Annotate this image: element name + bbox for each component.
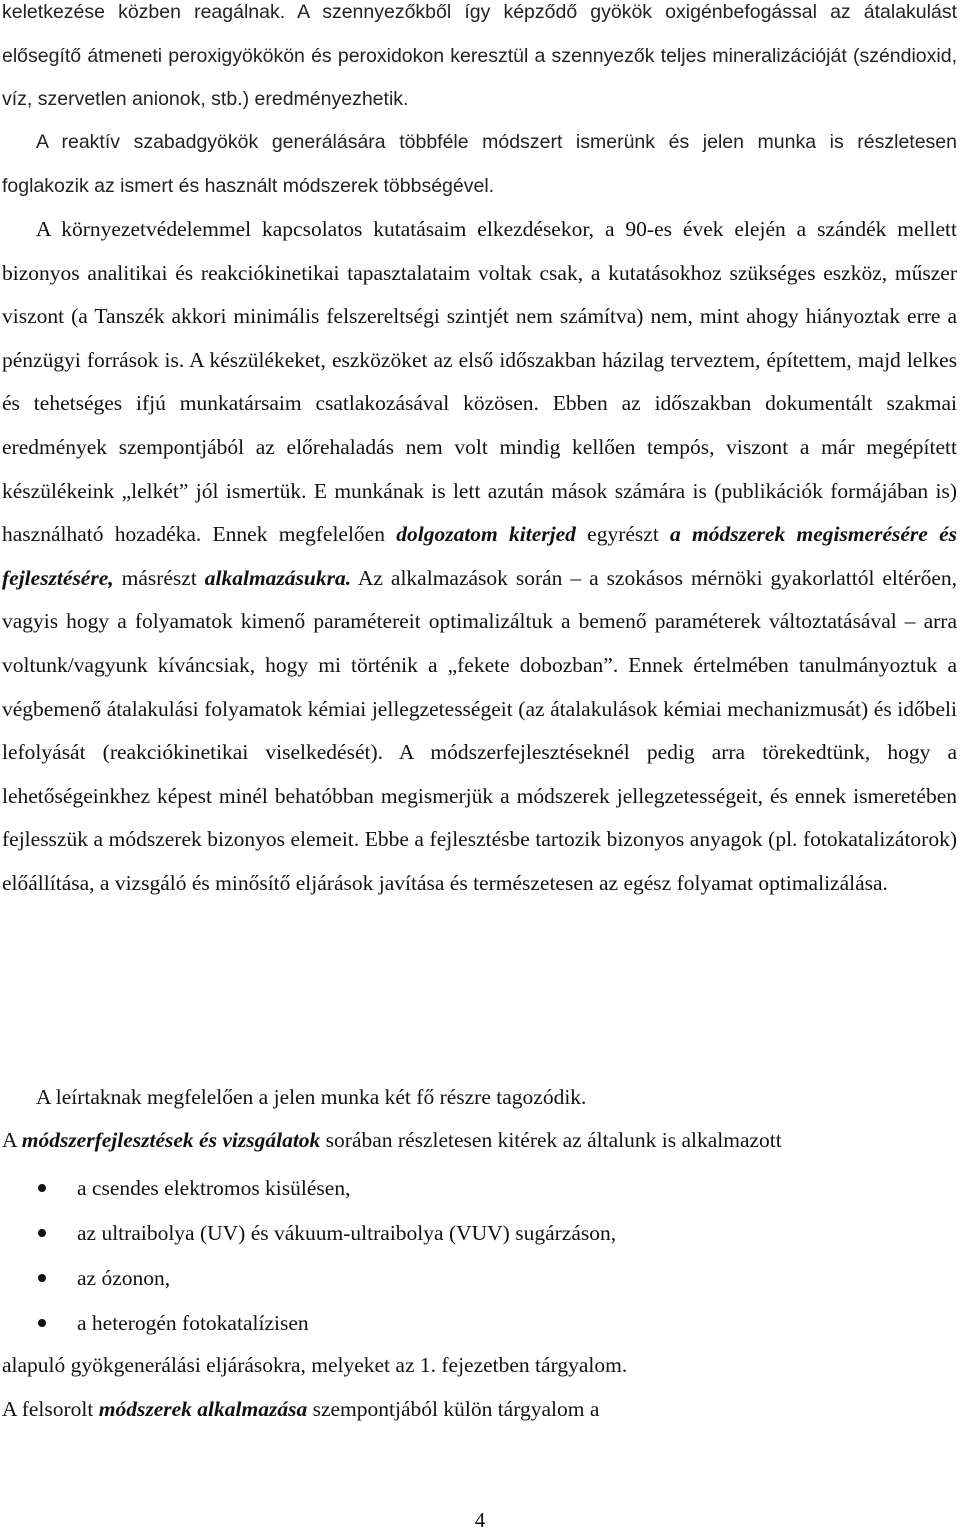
research-text-mid-2: másrészt	[113, 565, 205, 590]
list-item	[0, 1256, 900, 1301]
bullet-icon	[38, 1319, 46, 1327]
emphasis-applications: alkalmazásukra.	[204, 565, 352, 590]
bullet-icon	[38, 1274, 46, 1282]
paragraph-mineralization: keletkezése közben reagálnak. A szennyezőkből így képződő gyökök oxigénbefogással az átalakulást elősegítő átmeneti peroxigyökökön és peroxidokon keresztül a szennyezők teljes mineralizációját (széndioxid, víz, szervetlen anionok, stb.) eredményezhetik.	[2, 1, 957, 110]
bullet-list-methods	[0, 1166, 900, 1346]
research-text-mid-1: egyrészt	[575, 522, 671, 547]
paragraph-radical-generation: A reaktív szabadgyökök generálására többféle módszert ismerünk és jelen munka is részletesen foglakozik az ismert és használt módszerek többségével.	[2, 131, 957, 197]
research-text-end: Az alkalmazások során – a szokásos mérnöki gyakorlattól eltérően, vagyis hogy a folyamatok kimenő paramétereit optimalizáltuk a bemenő paraméterek változtatásával – arra voltunk/vagyunk kíváncsiak, hogy mi történik a „fekete dobozban”. Ennek értelmében tanulmányoztuk a végbemenő átalakulási folyamatok kémiai jellegzetességeit (az átalakulások kémiai mechanizmusát) és időbeli lefolyását (reakciókinetikai viselkedését). A módszerfejlesztéseknél pedig arra törekedtünk, hogy a lehetőségeinkhez képest minél behatóbban megismerjük a módszerek jellegzetességeit, és ennek ismeretében fejlesszük a módszerek bizonyos elemeit. Ebbe a fejlesztésbe tartozik bizonyos anyagok (pl. fotokatalizátorok) előállítása, a vizsgáló és minősítő eljárások javítása és természetesen az egész folyamat optimalizálása.	[2, 565, 957, 895]
research-text-start: A környezetvédelemmel kapcsolatos kutatásaim elkezdésekor, a 90-es évek elején a szándék mellett bizonyos analitikai és reakciókinetikai tapasztalataim voltak csak, a kutatásokhoz szükséges eszköz, műszer viszont (a Tanszék akkori minimális felszereltségi szintjét nem számítva) nem, mint ahogy hiányoztak erre a pénzügyi források is. A készülékeket, eszközöket az első időszakban házilag terveztem, építettem, majd lelkes és tehetséges ifjú munkatársaim csatlakozásával közösen. Ebben az időszakban dokumentált szakmai eredmények szempontjából az előrehaladás nem volt mindig kellően tempós, viszont a már megépített készülékeink „lelkét” jól ismertük. E munkának is lett azután mások számára is (publikációk formájában is) használható hozadéka. Ennek megfelelően	[2, 217, 957, 547]
list-item	[0, 1301, 900, 1346]
paragraph-applications-intro	[2, 1397, 599, 1422]
emphasis-method-application: módszerek alkalmazása	[98, 1397, 308, 1421]
paragraph-methods-intro	[2, 1128, 782, 1153]
methods-intro-end: sorában részletesen kitérek az általunk is alkalmazott	[320, 1128, 782, 1152]
bullet-icon	[38, 1184, 46, 1192]
list-item	[0, 1211, 900, 1256]
page-number: 4	[474, 1508, 486, 1532]
paragraph-radical-procedures: alapuló gyökgenerálási eljárásokra, melyeket az 1. fejezetben tárgyalom.	[2, 1353, 628, 1377]
list-item-text: a heterogén fotokatalízisen	[77, 1311, 309, 1335]
emphasis-scope: dolgozatom kiterjed	[396, 522, 576, 547]
paragraph-structure: A leírtaknak megfelelően a jelen munka két fő részre tagozódik.	[36, 1085, 587, 1109]
applications-intro-start: A felsorolt	[2, 1397, 99, 1421]
applications-intro-end: szempontjából külön tárgyalom a	[307, 1397, 600, 1421]
list-item	[0, 1166, 900, 1211]
bullet-icon	[38, 1229, 46, 1237]
list-item-text: az ózonon,	[77, 1266, 171, 1290]
emphasis-methods: a módszerek megismerésére és fejlesztésére,	[2, 522, 957, 590]
list-item-text: az ultraibolya (UV) és vákuum-ultraibolya (VUV) sugárzáson,	[77, 1221, 617, 1245]
methods-intro-start: A	[2, 1128, 22, 1152]
emphasis-method-development: módszerfejlesztések és vizsgálatok	[21, 1128, 321, 1152]
list-item-text: a csendes elektromos kisülésen,	[77, 1176, 351, 1200]
paragraph-research-background	[2, 208, 957, 906]
